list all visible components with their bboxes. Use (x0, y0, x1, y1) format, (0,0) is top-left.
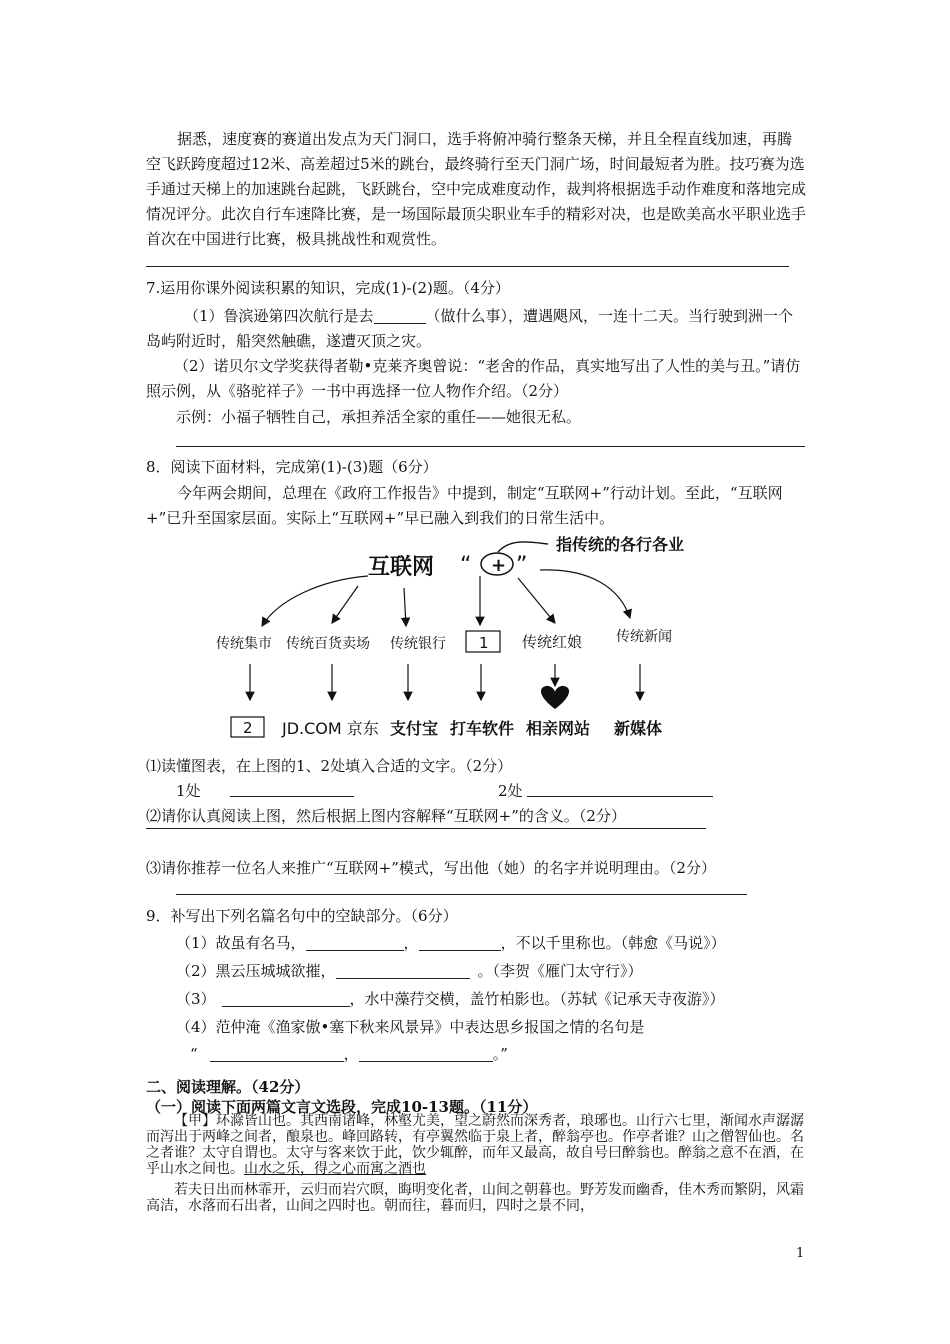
callout-line (498, 542, 548, 552)
q9-line-1 (176, 932, 726, 953)
node-jd: JD.COM 京东 (282, 719, 379, 738)
arrow-to-node-3 (404, 588, 406, 626)
node-traditional-market: 传统集市 (216, 636, 272, 652)
q9-line-4-blanks (190, 1043, 508, 1064)
q8-title: 8．阅读下面材料，完成第(1)-(3)题（6分） (146, 458, 438, 476)
q8-sub2: ⑵请你认真阅读上图，然后根据上图内容解释“互联网+”的含义。（2分） (146, 807, 626, 825)
q8-paragraph: 今年两会期间，总理在《政府工作报告》中提到，制定“互联网+”行动计划。至此，“互联网+”已升至国家层面。实际上“互联网+”早已融入到我们的日常生活中。 (146, 484, 783, 527)
arrow-to-node-1 (262, 576, 368, 626)
node-traditional-news: 传统新闻 (616, 629, 672, 645)
q7-part1-after: （做什么事），遭遇飓风，一连十二天。当行驶到洲一个岛屿附近时，船突然触礁，遂遭灭顶之灾。 (146, 307, 794, 350)
q9-line-4-comma: ， (343, 1045, 359, 1063)
node-new-media: 新媒体 (614, 719, 663, 738)
page-number: 1 (796, 1246, 805, 1261)
section-2-subheading: （一）阅读下面两篇文言文选段，完成10-13题。（11分） (146, 1098, 538, 1116)
node-alipay: 支付宝 (390, 719, 439, 738)
internet-plus-diagram (200, 528, 720, 746)
arrow-to-node-5 (518, 578, 555, 623)
node-taxi-app: 打车软件 (450, 719, 515, 738)
q8-blank2-label: 2处 (498, 782, 523, 800)
q9-line-2 (176, 960, 643, 981)
q9-line-4: （4）范仲淹《渔家傲•塞下秋来风景异》中表达思乡报国之情的名句是 (176, 1018, 645, 1036)
divider (146, 266, 789, 267)
node-dating-site: 相亲网站 (526, 719, 591, 738)
arrow-to-node-6 (540, 570, 630, 618)
q9-line-4-open: “ (190, 1045, 198, 1063)
passage-jia-underlined: 山水之乐，得之心而寓之酒也 (244, 1161, 426, 1177)
intro-paragraph: 据悉，速度赛的赛道出发点为天门洞口，选手将俯冲骑行整条天梯，并且全程直线加速，再腾空飞跃跨度超过12米、高差超过5米的跳台，最终骑行至天门洞广场，时间最短者为胜。技巧赛为选手通过天梯上的加速跳台起跳，飞跃跳台，空中完成难度动作，裁判将根据选手动作难度和落地完成情况评分。此次自行车速降比赛，是一场国际最顶尖职业车手的精彩对决，也是欧美高水平职业选手首次在中国进行比赛，极具挑战性和观赏性。 (146, 130, 807, 248)
q9-line-2-a: （2）黑云压城城欲摧， (176, 962, 336, 980)
q8-blank-1[interactable] (230, 796, 354, 797)
node-traditional-bank: 传统银行 (390, 636, 446, 652)
q7-blank-1[interactable] (374, 307, 426, 324)
q7-part2: （2）诺贝尔文学奖获得者勒•克莱齐奥曾说：“老舍的作品，真实地写出了人性的美与丑。”请仿照示例，从《骆驼祥子》一书中再选择一位人物作介绍。（2分） (146, 357, 801, 400)
plus-sign: + (491, 555, 507, 576)
q9-blank-5[interactable] (210, 1045, 344, 1062)
q9-blank-6[interactable] (359, 1045, 493, 1062)
node-traditional-matchmaker: 传统红娘 (522, 633, 583, 651)
box-2-label: 2 (243, 719, 253, 737)
q9-title: 9．补写出下列名篇名句中的空缺部分。（6分） (146, 907, 458, 925)
center-label: 互联网 (368, 555, 435, 580)
q8-blank1-label: 1处 (176, 782, 201, 800)
q9-blank-2[interactable] (419, 934, 501, 951)
q9-line-1-a: （1）故虽有名马， (176, 934, 306, 952)
q7-example: 示例：小福子牺牲自己，承担养活全家的重任——她很无私。 (176, 408, 582, 426)
q9-line-2-b: 。（李贺《雁门太守行》） (477, 962, 643, 980)
q9-line-3 (176, 988, 725, 1009)
q9-line-3-a: （3） (176, 990, 216, 1008)
q7-answer-line[interactable] (176, 446, 805, 447)
q9-blank-1[interactable] (306, 934, 404, 951)
q9-line-4-close: 。” (492, 1045, 508, 1063)
q8-sub2-answer-line[interactable] (146, 828, 706, 829)
q9-blank-3[interactable] (336, 962, 470, 979)
q9-line-3-b: ，水中藻荇交横，盖竹柏影也。（苏轼《记承天寺夜游》） (349, 990, 725, 1008)
q9-line-1-b: ， (403, 934, 419, 952)
box-1-label: 1 (479, 634, 489, 652)
q9-blank-4[interactable] (222, 990, 350, 1007)
q9-line-1-c: ，不以千里称也。（韩愈《马说》） (500, 934, 726, 952)
passage-jia-p2: 若夫日出而林霏开，云归而岩穴暝，晦明变化者，山间之朝暮也。野芳发而幽香，佳木秀而繁阴，风霜高洁，水落而石出者，山间之四时也。朝而往，暮而归，四时之景不同， (146, 1182, 804, 1214)
q8-sub1: ⑴读懂图表，在上图的1、2处填入合适的文字。（2分） (146, 757, 513, 775)
passage-jia-p1 (146, 1113, 814, 1177)
callout-label: 指传统的各行各业 (556, 535, 685, 554)
q8-blank-2[interactable] (527, 796, 713, 797)
q7-part1-before: （1）鲁滨逊第四次航行是去 (184, 307, 374, 325)
passage-jia-p1-text: 【甲】环滁皆山也。其西南诸峰，林壑尤美，望之蔚然而深秀者，琅琊也。山行六七里，渐闻水声潺潺而泻出于两峰之间者，酿泉也。峰回路转，有亭翼然临于泉上者，醉翁亭也。作亭者谁？山之僧智仙也。名之者谁？太守自谓也。太守与客来饮于此，饮少辄醉，而年又最高，故自号曰醉翁也。醉翁之意不在酒，在乎山水之间也。 (146, 1113, 804, 1177)
node-department-store: 传统百货卖场 (286, 636, 370, 652)
heart-icon (541, 686, 569, 709)
q8-sub3-answer-line[interactable] (176, 894, 747, 895)
q8-sub3: ⑶请你推荐一位名人来推广“互联网+”模式，写出他（她）的名字并说明理由。（2分） (146, 859, 716, 877)
quote-open: “ (460, 553, 472, 578)
quote-close: ” (516, 553, 528, 578)
q7-part1 (146, 304, 806, 354)
q7-title: 7.运用你课外阅读积累的知识，完成(1)-(2)题。（4分） (146, 279, 510, 297)
arrow-to-node-2 (332, 586, 358, 623)
section-2-heading: 二、阅读理解。（42分） (146, 1078, 310, 1096)
